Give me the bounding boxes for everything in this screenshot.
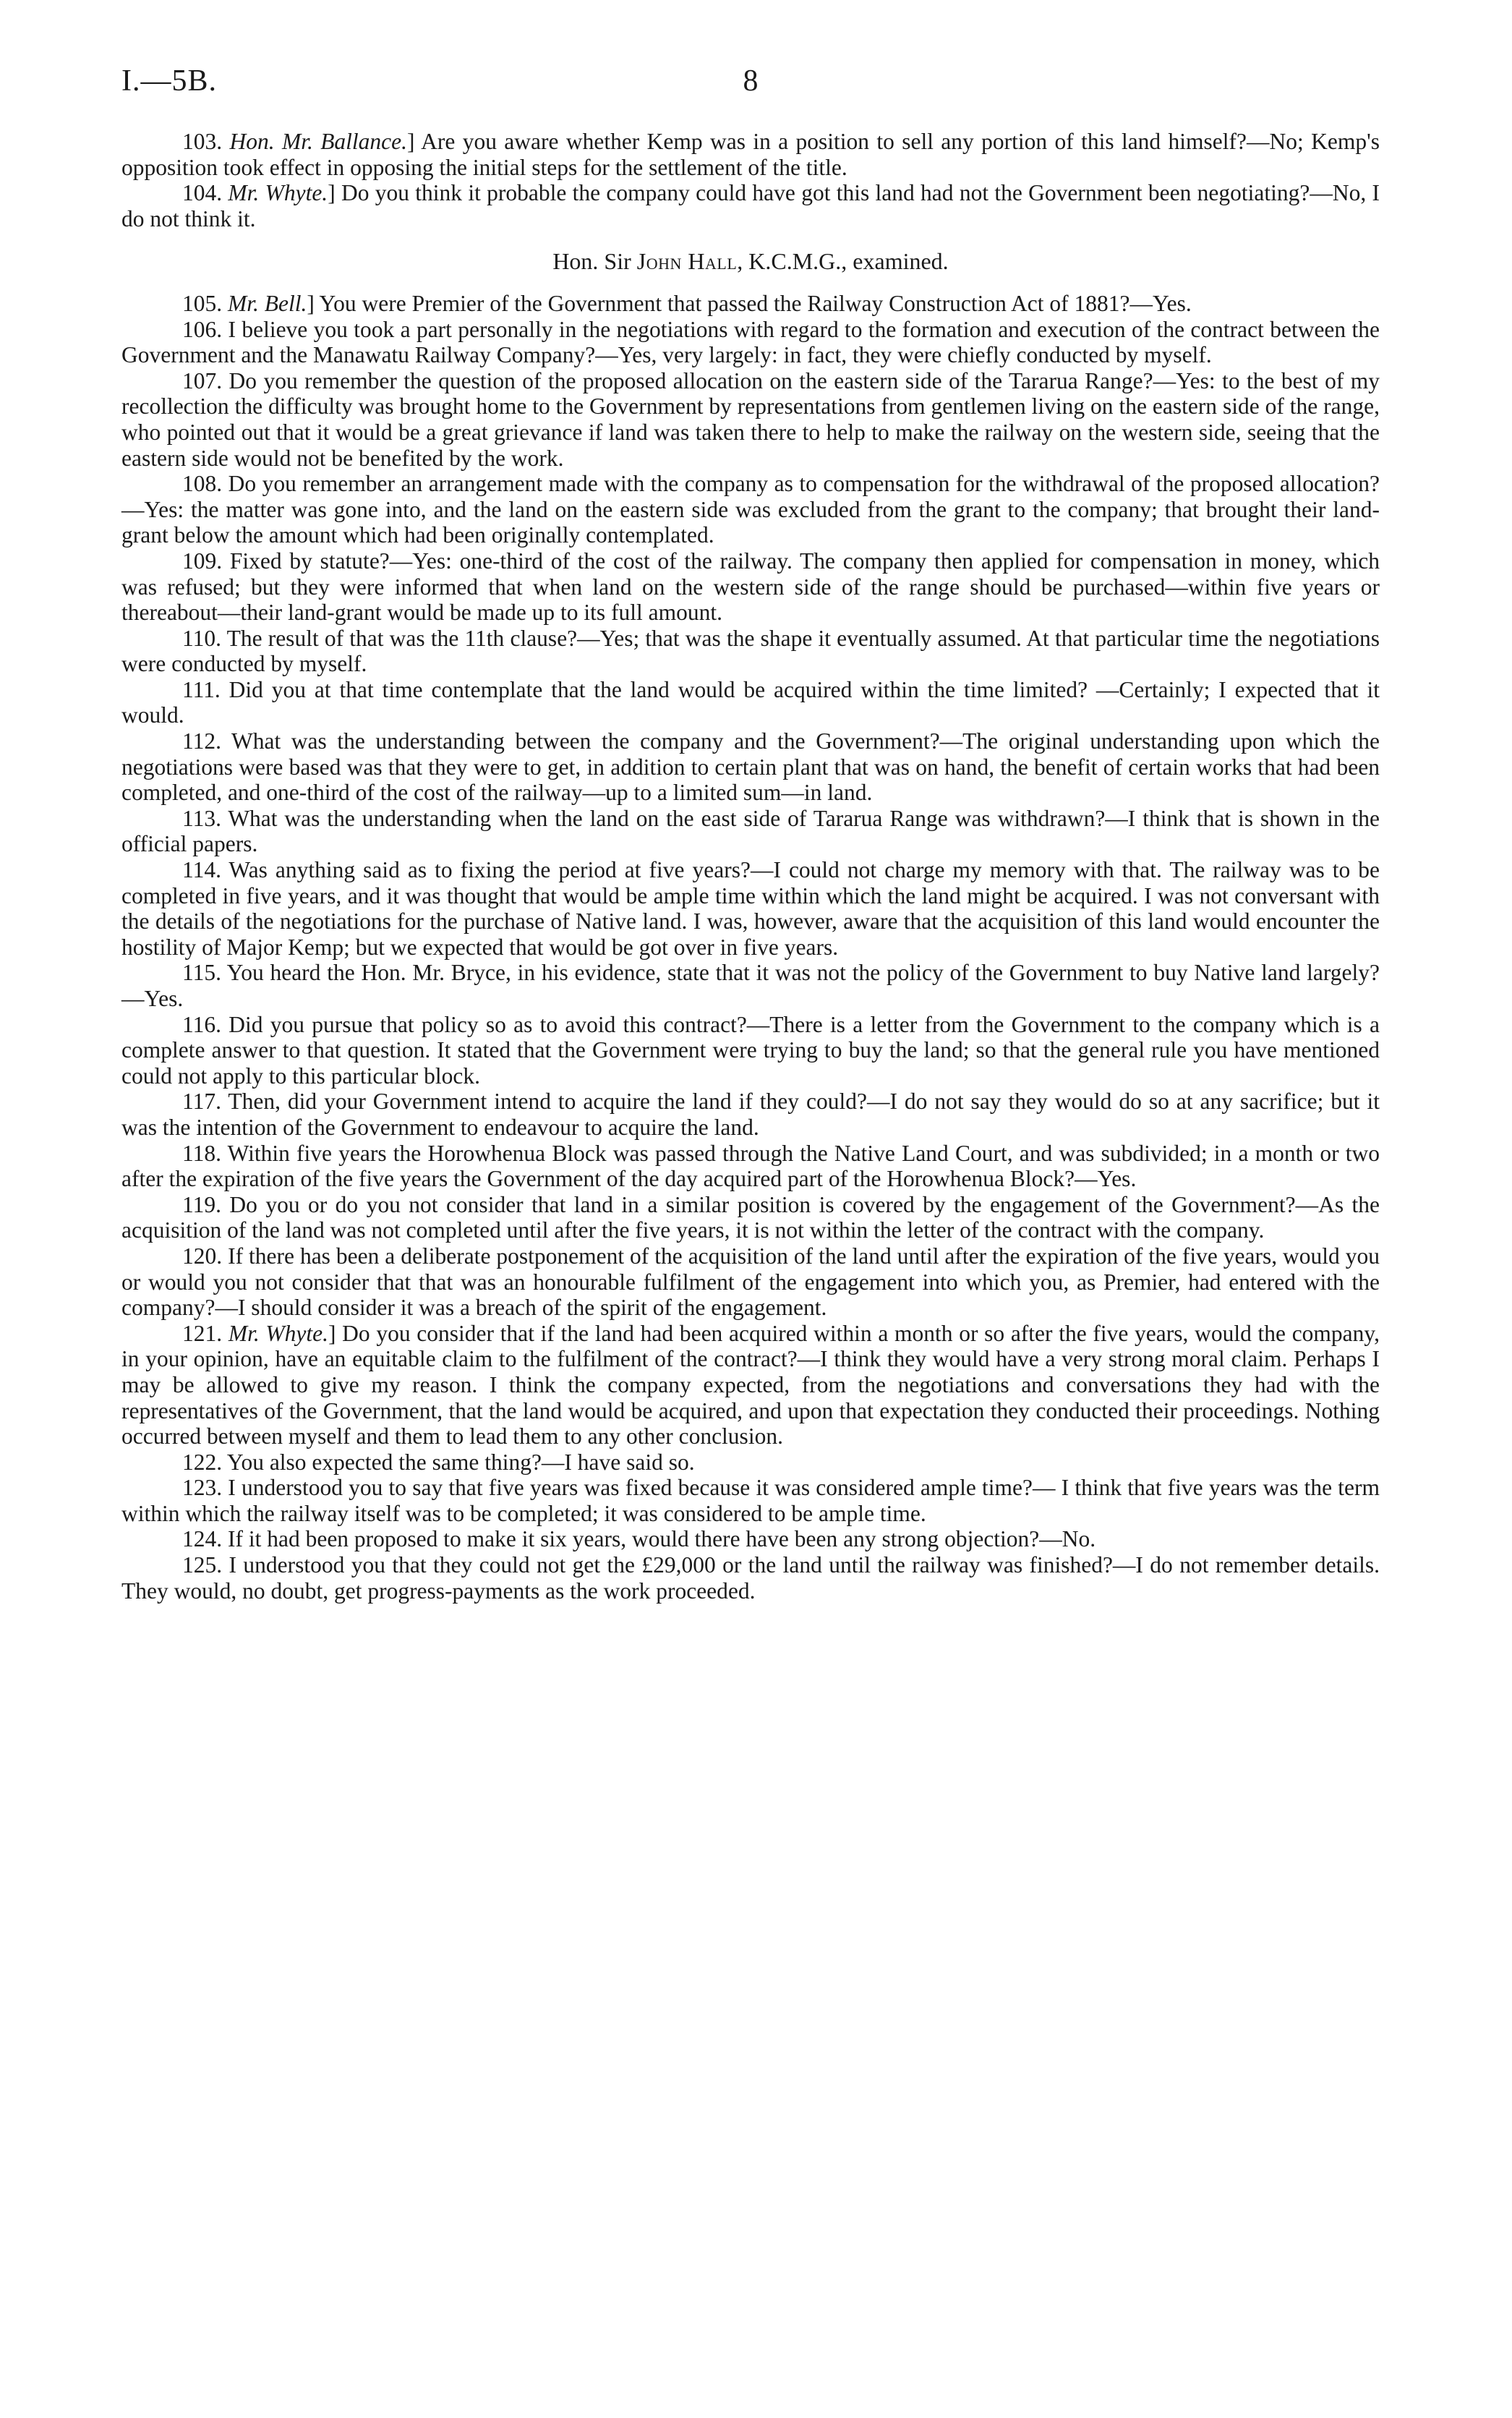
paragraph-112 bbox=[121, 728, 1380, 806]
paragraph-text: Do you remember the question of the proposed allocation on the eastern side of the Tararua Range?—Yes: to the best of my recollection the difficulty was brought home to the Government by representations from gentlemen living on the eastern side of the range, who pointed out that it would be a great grievance if land was taken there to help to make the railway on the western side, seeing that the eastern side would not be benefited by the work. bbox=[121, 367, 1380, 471]
paragraph-118 bbox=[121, 1141, 1380, 1192]
speaker: Mr. Bell. bbox=[228, 290, 307, 316]
speaker: Mr. Whyte. bbox=[228, 180, 328, 206]
question-number: 113. bbox=[182, 805, 221, 831]
paragraph-text: If there has been a deliberate postponement of the acquisition of the land until after the expiration of the five years, would you or would you not consider that that was an honourable fulfilment of the engagement into which you, as Premier, had entered with the company?—I should consider it was a breach of the spirit of the engagement. bbox=[121, 1243, 1380, 1321]
paragraph-text: What was the understanding between the company and the Government?—The original understanding upon which the negotiations were based was that they were to get, in addition to certain plant that was on hand, the benefit of certain works that had been completed, and one-third of the cost of the railway—up to a limited sum—in land. bbox=[121, 728, 1380, 806]
paragraph-text: I understood you that they could not get the £29,000 or the land until the railway was finished?—I do not remember details. They would, no doubt, get progress-payments as the work proceeded. bbox=[121, 1552, 1380, 1604]
document-reference: I.—5B. bbox=[121, 64, 217, 98]
paragraph-110 bbox=[121, 626, 1380, 677]
page-number: 8 bbox=[743, 64, 759, 98]
paragraph-107 bbox=[121, 368, 1380, 471]
paragraph-104 bbox=[121, 180, 1380, 231]
question-number: 115. bbox=[182, 960, 221, 986]
paragraph-121 bbox=[121, 1321, 1380, 1449]
heading-prefix: Hon. Sir bbox=[552, 248, 637, 275]
paragraph-124 bbox=[121, 1526, 1380, 1552]
question-number: 122. bbox=[182, 1449, 223, 1475]
question-number: 106. bbox=[182, 316, 223, 342]
speaker: Mr. Whyte. bbox=[228, 1320, 328, 1346]
question-number: 124. bbox=[182, 1526, 223, 1552]
paragraph-text: What was the understanding when the land on the east side of Tararua Range was withdrawn?—I think that is shown in the official papers. bbox=[121, 805, 1380, 857]
question-number: 109. bbox=[182, 548, 223, 574]
question-number: 119. bbox=[182, 1191, 221, 1217]
question-number: 120. bbox=[182, 1243, 223, 1269]
paragraph-117 bbox=[121, 1089, 1380, 1140]
paragraph-103 bbox=[121, 129, 1380, 180]
paragraph-text: If it had been proposed to make it six years, would there have been any strong objection?—No. bbox=[228, 1526, 1096, 1552]
paragraph-text: Do you or do you not consider that land in a similar position is covered by the engagement of the Government?—As the acquisition of the land was not completed until after the five years, it is not within the letter of the contract with the company. bbox=[121, 1191, 1380, 1243]
paragraph-text: ] You were Premier of the Government that passed the Railway Construction Act of 1881?—Yes. bbox=[307, 290, 1192, 316]
paragraph-text: Within five years the Horowhenua Block was passed through the Native Land Court, and was subdivided; in a month or two after the expiration of the five years the Government of the day acquired part of the Horowhenua Block?—Yes. bbox=[121, 1140, 1380, 1192]
question-number: 123. bbox=[182, 1475, 223, 1501]
question-number: 114. bbox=[182, 857, 221, 883]
paragraph-105 bbox=[121, 291, 1380, 317]
paragraph-text: I understood you to say that five years was fixed because it was considered ample time?— I think that five years was the term within which the railway itself was to be completed; it was considered to be ample time. bbox=[121, 1475, 1380, 1526]
question-number: 111. bbox=[182, 676, 221, 702]
question-number: 104. bbox=[182, 180, 223, 206]
paragraph-text: ] Do you think it probable the company could have got this land had not the Government been negotiating?—No, I do not think it. bbox=[121, 180, 1380, 231]
paragraph-text: You heard the Hon. Mr. Bryce, in his evidence, state that it was not the policy of the Government to buy Native land largely?—Yes. bbox=[121, 960, 1380, 1011]
question-number: 116. bbox=[182, 1011, 221, 1037]
question-number: 118. bbox=[182, 1140, 221, 1166]
paragraph-text: Was anything said as to fixing the period at five years?—I could not charge my memory with that. The railway was to be completed in five years, and it was thought that would be ample time within which the land might be acquired. I was not conversant with the details of the negotiations for the purchase of Native land. I was, however, aware that the acquisition of this land would encounter the hostility of Major Kemp; but we expected that would be got over in five years. bbox=[121, 857, 1380, 960]
paragraph-115 bbox=[121, 960, 1380, 1011]
heading-suffix: , K.C.M.G., examined. bbox=[737, 248, 949, 275]
question-number: 103. bbox=[182, 129, 223, 154]
paragraph-text: Do you remember an arrangement made with the company as to compensation for the withdrawal of the proposed allocation?—Yes: the matter was gone into, and the land on the eastern side was excluded from the grant to the company; that brought their land-grant below the amount which had been originally contemplated. bbox=[121, 471, 1380, 548]
page-body bbox=[121, 129, 1380, 1604]
question-number: 110. bbox=[182, 625, 221, 651]
paragraph-114 bbox=[121, 857, 1380, 960]
witness-name: John Hall bbox=[636, 248, 738, 275]
paragraph-text: Did you at that time contemplate that the land would be acquired within the time limited? —Certainly; I expected that it would. bbox=[121, 676, 1380, 728]
paragraph-text: Fixed by statute?—Yes: one-third of the cost of the railway. The company then applied for compensation in money, which was refused; but they were informed that when land on the western side of the range should be purchased—within five years or thereabout—their land-grant would be made up to its full amount. bbox=[121, 548, 1380, 626]
question-number: 105. bbox=[182, 290, 223, 316]
paragraph-119 bbox=[121, 1192, 1380, 1243]
question-number: 107. bbox=[182, 367, 223, 393]
paragraph-text: Then, did your Government intend to acquire the land if they could?—I do not say they would do so at any sacrifice; but it was the intention of the Government to endeavour to acquire the land. bbox=[121, 1089, 1380, 1140]
paragraph-111 bbox=[121, 677, 1380, 728]
paragraph-109 bbox=[121, 548, 1380, 626]
paragraph-text: I believe you took a part personally in the negotiations with regard to the formation and execution of the contract between the Government and the Manawatu Railway Company?—Yes, very largely: in fact, they were chiefly conducted by myself. bbox=[121, 316, 1380, 368]
section-heading bbox=[121, 249, 1380, 275]
paragraph-text: ] Do you consider that if the land had been acquired within a month or so after the five years, would the company, in your opinion, have an equitable claim to the fulfilment of the contract?—I think they would have a very strong moral claim. Perhaps I may be allowed to give my reason. I think the company expected, from the negotiations and conversations they had with the representatives of the Government, that the land would be acquired, and upon that expectation they conducted their proceedings. Nothing occurred between myself and them to lead them to any other conclusion. bbox=[121, 1320, 1380, 1449]
paragraph-text: ] Are you aware whether Kemp was in a position to sell any portion of this land himself?—No; Kemp's opposition took effect in opposing the initial steps for the settlement of the title. bbox=[121, 129, 1380, 180]
question-number: 121. bbox=[182, 1320, 223, 1346]
paragraph-106 bbox=[121, 317, 1380, 368]
paragraph-text: You also expected the same thing?—I have said so. bbox=[226, 1449, 695, 1475]
paragraph-116 bbox=[121, 1012, 1380, 1089]
question-number: 125. bbox=[182, 1552, 223, 1578]
paragraph-125 bbox=[121, 1552, 1380, 1604]
question-number: 108. bbox=[182, 471, 223, 497]
paragraph-108 bbox=[121, 471, 1380, 548]
paragraph-122 bbox=[121, 1449, 1380, 1476]
paragraph-text: Did you pursue that policy so as to avoid this contract?—There is a letter from the Government to the company which is a complete answer to that question. It stated that the Government were trying to buy the land; so that the general rule you have mentioned could not apply to this particular block. bbox=[121, 1011, 1380, 1089]
paragraph-113 bbox=[121, 806, 1380, 857]
paragraph-120 bbox=[121, 1243, 1380, 1321]
question-number: 117. bbox=[182, 1089, 221, 1115]
page-header bbox=[121, 64, 1380, 107]
paragraph-text: The result of that was the 11th clause?—Yes; that was the shape it eventually assumed. At that particular time the negotiations were conducted by myself. bbox=[121, 625, 1380, 677]
question-number: 112. bbox=[182, 728, 221, 754]
paragraph-123 bbox=[121, 1475, 1380, 1526]
speaker: Hon. Mr. Ballance. bbox=[229, 129, 408, 154]
